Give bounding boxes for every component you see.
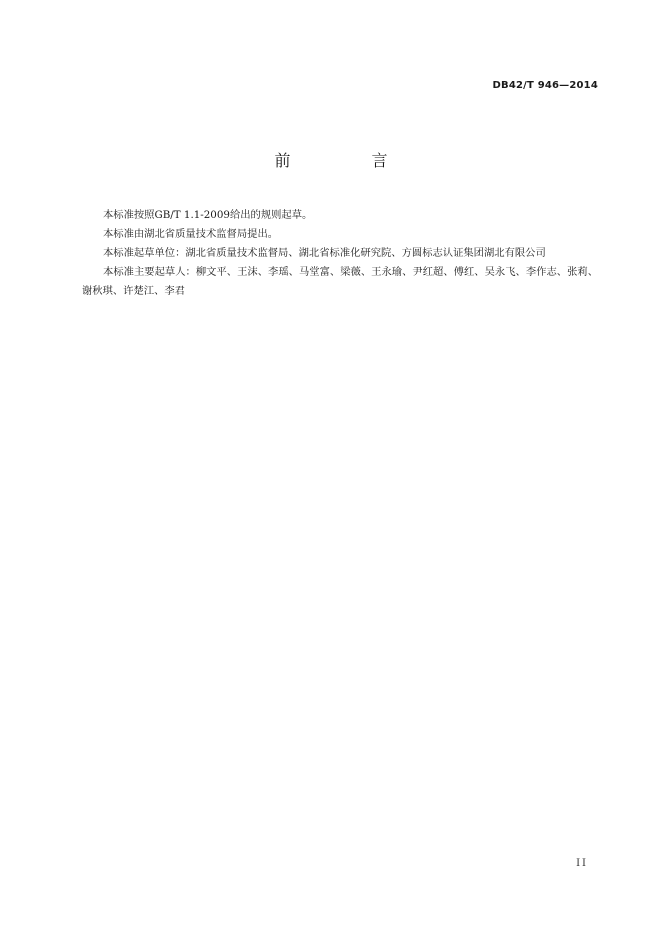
page-number: II bbox=[576, 858, 588, 869]
preface-body bbox=[82, 206, 598, 301]
standard-code: DB42/T 946—2014 bbox=[492, 80, 598, 91]
paragraph-drafters: 本标准主要起草人：柳文平、王沫、李瑶、马堂富、梁薇、王永瑜、尹红超、傅红、吴永飞、李作志、张莉、谢秋琪、许楚江、李君 bbox=[82, 266, 598, 297]
paragraph-proposer: 本标准由湖北省质量技术监督局提出。 bbox=[103, 228, 279, 240]
page-title: 前 言 bbox=[274, 151, 426, 170]
paragraph-drafting-units: 本标准起草单位：湖北省质量技术监督局、湖北省标准化研究院、方圆标志认证集团湖北有限公司 bbox=[103, 247, 546, 259]
paragraph-drafting-rules: 本标准按照GB/T 1.1-2009给出的规则起草。 bbox=[103, 209, 313, 221]
